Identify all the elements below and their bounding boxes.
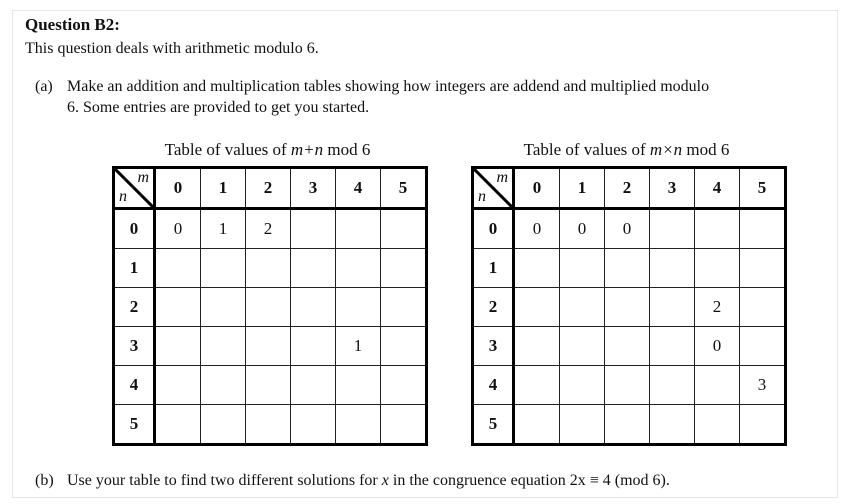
column-header: 5 bbox=[740, 168, 786, 209]
row-header: 0 bbox=[114, 209, 155, 249]
table-cell[interactable] bbox=[155, 327, 201, 366]
table-row bbox=[473, 249, 786, 288]
table-cell[interactable] bbox=[155, 405, 201, 445]
table-cell[interactable] bbox=[291, 327, 336, 366]
table-cell[interactable] bbox=[201, 366, 246, 405]
table-cell[interactable] bbox=[246, 366, 291, 405]
table-cell[interactable] bbox=[514, 249, 560, 288]
table-cell[interactable] bbox=[381, 249, 427, 288]
row-header: 5 bbox=[473, 405, 514, 445]
part-b-equation: 2x ≡ 4 bbox=[569, 472, 611, 489]
corner-m-label: m bbox=[496, 169, 508, 186]
table-cell[interactable] bbox=[605, 327, 650, 366]
table-cell[interactable] bbox=[650, 327, 695, 366]
part-a bbox=[35, 76, 835, 118]
table-cell[interactable] bbox=[246, 405, 291, 445]
table-cell[interactable] bbox=[695, 366, 740, 405]
addition-table-caption bbox=[112, 140, 423, 160]
table-cell[interactable] bbox=[381, 327, 427, 366]
table-row bbox=[473, 366, 786, 405]
row-header: 2 bbox=[473, 288, 514, 327]
table-cell[interactable] bbox=[381, 405, 427, 445]
column-header: 1 bbox=[560, 168, 605, 209]
table-cell[interactable] bbox=[291, 249, 336, 288]
table-cell[interactable] bbox=[201, 288, 246, 327]
table-cell[interactable]: 1 bbox=[201, 209, 246, 249]
table-cell[interactable] bbox=[605, 249, 650, 288]
table-cell[interactable] bbox=[560, 405, 605, 445]
table-cell[interactable] bbox=[740, 405, 786, 445]
row-header: 5 bbox=[114, 405, 155, 445]
table-cell[interactable] bbox=[740, 288, 786, 327]
multiplication-caption-suffix: mod 6 bbox=[686, 140, 730, 159]
table-cell[interactable] bbox=[740, 249, 786, 288]
table-cell[interactable] bbox=[650, 209, 695, 249]
table-cell[interactable]: 0 bbox=[155, 209, 201, 249]
table-cell[interactable] bbox=[155, 366, 201, 405]
table-cell[interactable] bbox=[381, 209, 427, 249]
table-row bbox=[473, 288, 786, 327]
table-cell[interactable] bbox=[246, 288, 291, 327]
part-a-line1: Make an addition and multiplication tables showing how integers are addend and multiplied modulo bbox=[67, 78, 710, 95]
table-cell[interactable] bbox=[514, 366, 560, 405]
table-cell[interactable] bbox=[650, 405, 695, 445]
table-cell[interactable] bbox=[201, 405, 246, 445]
table-cell[interactable] bbox=[514, 288, 560, 327]
table-cell[interactable] bbox=[605, 405, 650, 445]
addition-caption-suffix: mod 6 bbox=[327, 140, 371, 159]
addition-caption-prefix: Table of values of bbox=[164, 140, 287, 159]
addition-table bbox=[112, 166, 428, 446]
table-row bbox=[114, 288, 427, 327]
table-row bbox=[473, 405, 786, 445]
part-b-text-after: (mod 6). bbox=[614, 472, 670, 489]
table-cell[interactable] bbox=[650, 249, 695, 288]
table-cell[interactable] bbox=[291, 405, 336, 445]
corner-cell bbox=[114, 168, 155, 209]
table-cell[interactable] bbox=[560, 366, 605, 405]
table-cell[interactable]: 0 bbox=[560, 209, 605, 249]
part-a-line2: 6. Some entries are provided to get you started. bbox=[67, 99, 370, 116]
column-header: 2 bbox=[246, 168, 291, 209]
table-cell[interactable] bbox=[291, 288, 336, 327]
column-header: 1 bbox=[201, 168, 246, 209]
part-b-text-before: Use your table to find two different solutions for bbox=[67, 472, 378, 489]
multiplication-table bbox=[471, 166, 787, 446]
column-header: 2 bbox=[605, 168, 650, 209]
table-cell[interactable] bbox=[336, 249, 381, 288]
column-header: 5 bbox=[381, 168, 427, 209]
table-cell[interactable]: 0 bbox=[605, 209, 650, 249]
table-cell[interactable] bbox=[291, 366, 336, 405]
table-cell[interactable] bbox=[336, 405, 381, 445]
row-header: 3 bbox=[114, 327, 155, 366]
part-b-label: (b) bbox=[35, 472, 54, 489]
table-cell[interactable]: 0 bbox=[695, 327, 740, 366]
row-header: 1 bbox=[473, 249, 514, 288]
table-row bbox=[473, 209, 786, 249]
corner-m-label: m bbox=[137, 169, 149, 186]
table-cell[interactable] bbox=[695, 249, 740, 288]
table-row bbox=[114, 405, 427, 445]
multiplication-table-caption bbox=[471, 140, 782, 160]
row-header: 4 bbox=[114, 366, 155, 405]
table-cell[interactable] bbox=[336, 209, 381, 249]
table-row bbox=[114, 366, 427, 405]
table-row bbox=[114, 209, 427, 249]
addition-caption-math: m+n bbox=[290, 140, 324, 159]
table-cell[interactable] bbox=[650, 366, 695, 405]
row-header: 4 bbox=[473, 366, 514, 405]
table-cell[interactable] bbox=[155, 249, 201, 288]
table-cell[interactable]: 2 bbox=[246, 209, 291, 249]
table-cell[interactable] bbox=[650, 288, 695, 327]
multiplication-caption-prefix: Table of values of bbox=[523, 140, 646, 159]
table-cell[interactable]: 2 bbox=[695, 288, 740, 327]
table-cell[interactable] bbox=[336, 288, 381, 327]
table-header-row bbox=[114, 168, 427, 209]
table-row bbox=[473, 327, 786, 366]
table-cell[interactable] bbox=[291, 209, 336, 249]
question-title: Question B2: bbox=[25, 15, 120, 34]
row-header: 3 bbox=[473, 327, 514, 366]
table-cell[interactable] bbox=[740, 327, 786, 366]
question-intro: This question deals with arithmetic modulo 6. bbox=[25, 40, 319, 57]
table-cell[interactable] bbox=[605, 366, 650, 405]
table-cell[interactable] bbox=[605, 288, 650, 327]
corner-n-label: n bbox=[478, 188, 486, 205]
table-cell[interactable] bbox=[740, 209, 786, 249]
table-row bbox=[114, 249, 427, 288]
document-page bbox=[12, 10, 838, 498]
table-cell[interactable] bbox=[201, 327, 246, 366]
column-header: 0 bbox=[155, 168, 201, 209]
table-cell[interactable] bbox=[201, 249, 246, 288]
table-cell[interactable] bbox=[246, 249, 291, 288]
column-header: 4 bbox=[695, 168, 740, 209]
corner-n-label: n bbox=[119, 188, 127, 205]
column-header: 0 bbox=[514, 168, 560, 209]
table-cell[interactable] bbox=[560, 249, 605, 288]
part-b-var: x bbox=[381, 472, 389, 489]
column-header: 4 bbox=[336, 168, 381, 209]
table-cell[interactable] bbox=[695, 405, 740, 445]
part-a-label: (a) bbox=[35, 78, 53, 95]
table-cell[interactable] bbox=[514, 405, 560, 445]
table-cell[interactable] bbox=[695, 209, 740, 249]
table-cell[interactable] bbox=[246, 327, 291, 366]
table-cell[interactable] bbox=[514, 327, 560, 366]
corner-cell bbox=[473, 168, 514, 209]
table-cell[interactable] bbox=[336, 366, 381, 405]
table-cell[interactable] bbox=[560, 288, 605, 327]
row-header: 1 bbox=[114, 249, 155, 288]
table-cell[interactable]: 3 bbox=[740, 366, 786, 405]
part-b-text-mid: in the congruence equation bbox=[392, 472, 566, 489]
table-row bbox=[114, 327, 427, 366]
column-header: 3 bbox=[650, 168, 695, 209]
multiplication-caption-math: m×n bbox=[649, 140, 683, 159]
table-cell[interactable]: 0 bbox=[514, 209, 560, 249]
table-cell[interactable] bbox=[560, 327, 605, 366]
part-b bbox=[35, 472, 670, 490]
row-header: 2 bbox=[114, 288, 155, 327]
table-cell[interactable] bbox=[381, 366, 427, 405]
table-header-row bbox=[473, 168, 786, 209]
table-cell[interactable] bbox=[381, 288, 427, 327]
row-header: 0 bbox=[473, 209, 514, 249]
table-cell[interactable]: 1 bbox=[336, 327, 381, 366]
table-cell[interactable] bbox=[155, 288, 201, 327]
column-header: 3 bbox=[291, 168, 336, 209]
